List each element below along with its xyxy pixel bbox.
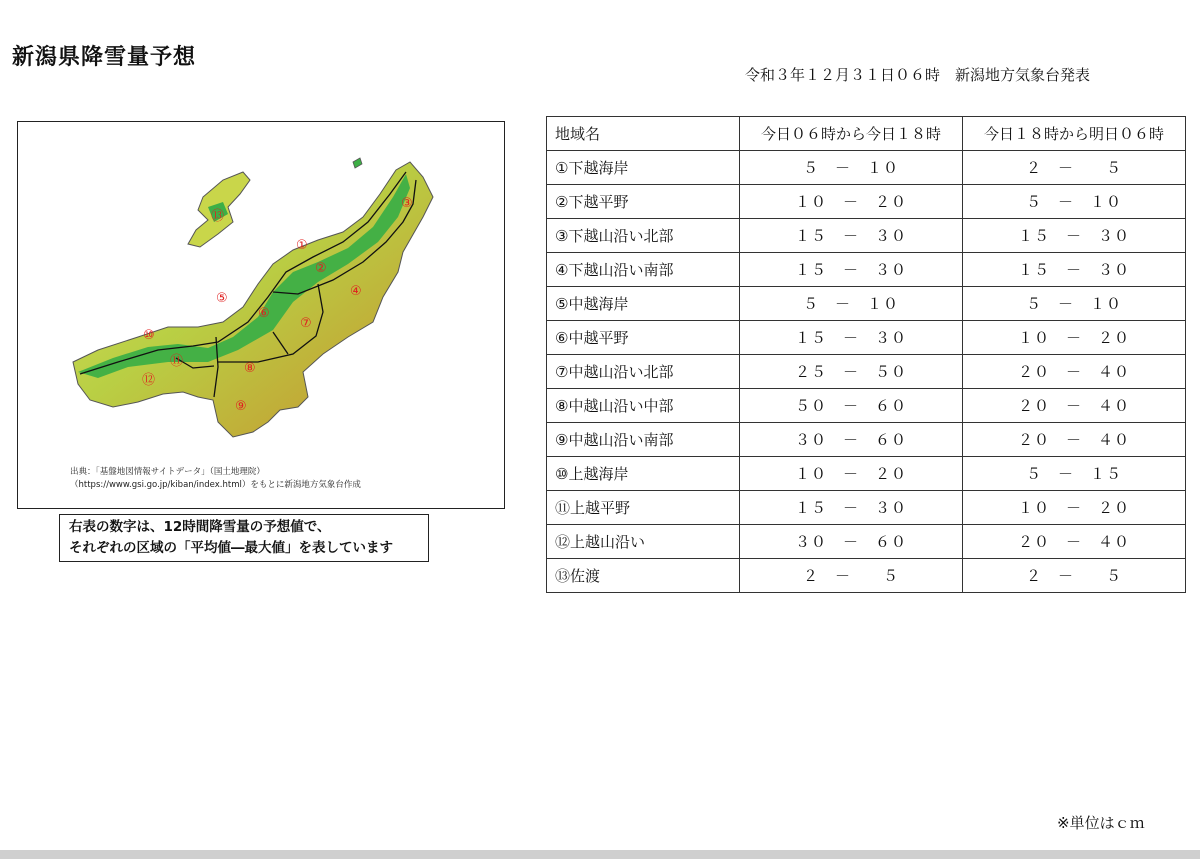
header-period-1: 今日０６時から今日１８時 (740, 117, 963, 151)
period2-value-cell: １０ － ２０ (963, 491, 1186, 525)
map-credit-line1: 出典：「基盤地図情報サイトデータ」（国土地理院） (70, 467, 265, 477)
period2-value-cell: ５ － １５ (963, 457, 1186, 491)
table-row (547, 287, 1186, 321)
region-label-1: ① (296, 238, 308, 253)
region-name-cell: ⑥中越平野 (547, 321, 740, 355)
table-row (547, 525, 1186, 559)
period1-value-cell: １５ － ３０ (740, 253, 963, 287)
region-map-graphic (18, 122, 504, 508)
table-header-row (547, 117, 1186, 151)
niigata-map (17, 121, 505, 509)
region-label-10: ⑩ (143, 328, 155, 343)
map-credit (70, 466, 361, 492)
period1-value-cell: ２ － ５ (740, 559, 963, 593)
period1-value-cell: １５ － ３０ (740, 321, 963, 355)
period2-value-cell: １０ － ２０ (963, 321, 1186, 355)
region-label-2: ② (315, 261, 327, 276)
period1-value-cell: １５ － ３０ (740, 219, 963, 253)
region-name-cell: ⑬佐渡 (547, 559, 740, 593)
period1-value-cell: ３０ － ６０ (740, 525, 963, 559)
region-name-cell: ⑩上越海岸 (547, 457, 740, 491)
note-line2: それぞれの区域の「平均値―最大値」を表しています (69, 540, 393, 556)
table-row (547, 423, 1186, 457)
region-label-13: ⑬ (211, 209, 225, 224)
region-name-cell: ⑦中越山沿い北部 (547, 355, 740, 389)
period1-value-cell: ５ － １０ (740, 287, 963, 321)
period2-value-cell: ２ － ５ (963, 151, 1186, 185)
table-row (547, 355, 1186, 389)
awashima-island (353, 158, 362, 168)
table-row (547, 389, 1186, 423)
table-row (547, 219, 1186, 253)
table-row (547, 559, 1186, 593)
map-credit-line2: （https://www.gsi.go.jp/kiban/index.html）をもとに新潟地方気象台作成 (70, 480, 361, 490)
region-label-11: ⑪ (170, 354, 184, 369)
table-row (547, 151, 1186, 185)
unit-note: ※単位はｃｍ (1057, 814, 1145, 832)
period1-value-cell: １５ － ３０ (740, 491, 963, 525)
table-row (547, 457, 1186, 491)
region-label-3: ③ (401, 196, 413, 211)
region-label-7: ⑦ (300, 316, 312, 331)
table-row (547, 321, 1186, 355)
snowfall-forecast-table (546, 116, 1186, 593)
period2-value-cell: １５ － ３０ (963, 219, 1186, 253)
region-name-cell: ③下越山沿い北部 (547, 219, 740, 253)
period2-value-cell: ２０ － ４０ (963, 525, 1186, 559)
header-period-2: 今日１８時から明日０６時 (963, 117, 1186, 151)
region-name-cell: ⑨中越山沿い南部 (547, 423, 740, 457)
period1-value-cell: ３０ － ６０ (740, 423, 963, 457)
region-label-12: ⑫ (142, 373, 156, 388)
region-name-cell: ⑤中越海岸 (547, 287, 740, 321)
period1-value-cell: ５ － １０ (740, 151, 963, 185)
issued-timestamp: 令和３年１２月３１日０６時 新潟地方気象台発表 (745, 66, 1091, 84)
region-label-5: ⑤ (216, 291, 228, 306)
region-name-cell: ②下越平野 (547, 185, 740, 219)
page-bottom-edge (0, 850, 1200, 859)
period2-value-cell: １５ － ３０ (963, 253, 1186, 287)
period1-value-cell: １０ － ２０ (740, 457, 963, 491)
period2-value-cell: ５ － １０ (963, 185, 1186, 219)
period1-value-cell: ５０ － ６０ (740, 389, 963, 423)
table-row (547, 253, 1186, 287)
region-label-4: ④ (350, 284, 362, 299)
region-label-9: ⑨ (235, 399, 247, 414)
period2-value-cell: ２０ － ４０ (963, 423, 1186, 457)
region-name-cell: ⑪上越平野 (547, 491, 740, 525)
period2-value-cell: ５ － １０ (963, 287, 1186, 321)
table-body (547, 151, 1186, 593)
region-label-8: ⑧ (244, 361, 256, 376)
period2-value-cell: ２ － ５ (963, 559, 1186, 593)
table-row (547, 491, 1186, 525)
table-row (547, 185, 1186, 219)
period2-value-cell: ２０ － ４０ (963, 389, 1186, 423)
region-label-6: ⑥ (258, 306, 270, 321)
explanation-note (59, 514, 429, 562)
note-line1: 右表の数字は、12時間降雪量の予想値で、 (69, 519, 331, 535)
mainland (73, 162, 433, 437)
page-title: 新潟県降雪量予想 (12, 45, 197, 70)
period1-value-cell: ２５ － ５０ (740, 355, 963, 389)
region-name-cell: ④下越山沿い南部 (547, 253, 740, 287)
header-region: 地域名 (547, 117, 740, 151)
period2-value-cell: ２０ － ４０ (963, 355, 1186, 389)
region-name-cell: ⑧中越山沿い中部 (547, 389, 740, 423)
region-name-cell: ⑫上越山沿い (547, 525, 740, 559)
period1-value-cell: １０ － ２０ (740, 185, 963, 219)
region-name-cell: ①下越海岸 (547, 151, 740, 185)
